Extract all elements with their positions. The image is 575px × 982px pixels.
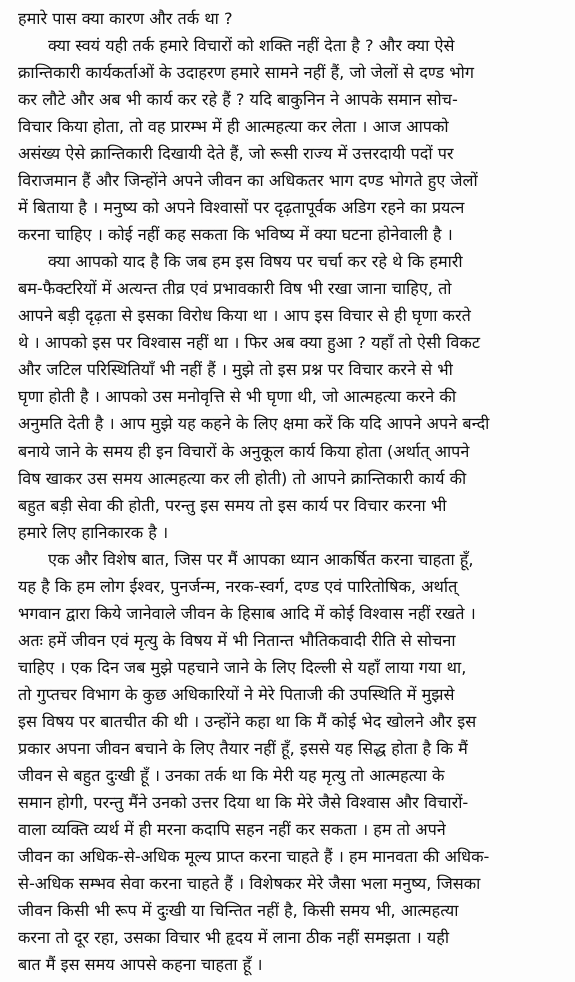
text-line: करना चाहिए । कोई नहीं कह सकता कि भविष्य में क्या घटना होनेवाली है ।	[18, 225, 453, 245]
text-line: अनुमति देती है । आप मुझे यह कहने के लिए क्षमा करें कि यदि आपने अपने बन्दी	[18, 414, 490, 434]
text-line: और जटिल परिस्थितियाँ भी नहीं हैं । मुझे तो इस प्रश्न पर विचार करने से भी	[18, 360, 453, 380]
text-line: घृणा होती है । आपको उस मनोवृत्ति से भी घृणा थी, जो आत्महत्या करने की	[18, 387, 457, 407]
text-line: क्रान्तिकारी कार्यकर्ताओं के उदाहरण हमारे सामने नहीं हैं, जो जेलों से दण्ड भोग	[18, 63, 474, 83]
text-line: असंख्य ऐसे क्रान्तिकारी दिखायी देते हैं, जो रूसी राज्य में उत्तरदायी पदों पर	[18, 144, 454, 164]
text-line: क्या आपको याद है कि जब हम इस विषय पर चर्चा कर रहे थे कि हमारी	[48, 252, 463, 272]
text-line: थे । आपको इस पर विश्वास नहीं था । फिर अब क्या हुआ ? यहाँ तो ऐसी विकट	[18, 333, 481, 353]
text-line: हमारे पास क्या कारण और तर्क था ?	[18, 9, 233, 28]
text-line: विचार किया होता, तो वह प्रारम्भ में ही आत्महत्या कर लेता । आज आपको	[18, 117, 449, 137]
text-line: से-अधिक सम्भव सेवा करना चाहते हैं । विशेषकर मेरे जैसा भला मनुष्य, जिसका	[18, 873, 481, 893]
text-line: विराजमान हैं और जिन्होंने अपने जीवन का अधिकतर भाग दण्ड भोगते हुए जेलों	[18, 171, 478, 191]
text-line: जीवन किसी भी रूप में दुःखी या चिन्तित नहीं है, किसी समय भी, आत्महत्या	[18, 900, 459, 920]
text-line: कर लौटे और अब भी कार्य कर रहे हैं ? यदि बाकुनिन ने आपके समान सोच-	[18, 90, 458, 110]
text-line: बात मैं इस समय आपसे कहना चाहता हूँ ।	[18, 955, 263, 974]
text-line: विष खाकर उस समय आत्महत्या कर ली होती) तो आपने क्रान्तिकारी कार्य की	[18, 468, 467, 488]
text-line: बहुत बड़ी सेवा की होती, परन्तु इस समय तो इस कार्य पर विचार करना भी	[18, 495, 447, 515]
text-line: वाला व्यक्ति व्यर्थ में ही मरना कदापि सहन नहीं कर सकता । हम तो अपने	[18, 819, 446, 839]
text-line: बनाये जाने के समय ही इन विचारों के अनुकूल कार्य किया होता (अर्थात् आपने	[18, 441, 470, 461]
text-line: में बिताया है । मनुष्य को अपने विश्वासों पर दृढ़तापूर्वक अडिग रहने का प्रयत्न	[18, 198, 465, 218]
text-line: समान होगी, परन्तु मैंने उनको उत्तर दिया था कि मेरे जैसे विश्वास और विचारों-	[18, 792, 469, 812]
text-line: जीवन का अधिक-से-अधिक मूल्य प्राप्त करना चाहते हैं । हम मानवता की अधिक-	[18, 846, 490, 866]
text-line: भगवान द्वारा किये जानेवाले जीवन के हिसाब आदि में कोई विश्वास नहीं रखते ।	[18, 603, 476, 623]
text-line: हमारे लिए हानिकारक है ।	[18, 522, 169, 542]
text-line: तो गुप्तचर विभाग के कुछ अधिकारियों ने मेरे पिताजी की उपस्थिति में मुझसे	[18, 684, 455, 704]
text-line: अतः हमें जीवन एवं मृत्यु के विषय में भी नितान्त भौतिकवादी रीति से सोचना	[18, 630, 456, 650]
text-line: चाहिए । एक दिन जब मुझे पहचाने जाने के लिए दिल्ली से यहाँ लाया गया था,	[18, 657, 467, 677]
text-line: प्रकार अपना जीवन बचाने के लिए तैयार नहीं हूँ, इससे यह सिद्ध होता है कि मैं	[18, 738, 468, 758]
text-line: आपने बड़ी दृढ़ता से इसका विरोध किया था । आप इस विचार से ही घृणा करते	[18, 306, 471, 326]
text-line: एक और विशेष बात, जिस पर मैं आपका ध्यान आकर्षित करना चाहता हूँ,	[48, 549, 474, 569]
text-line: जीवन से बहुत दुःखी हूँ । उनका तर्क था कि मेरी यह मृत्यु तो आत्महत्या के	[18, 765, 445, 785]
text-line: बम-फैक्टरियों में अत्यन्त तीव्र एवं प्रभावकारी विष भी रखा जाना चाहिए, तो	[18, 279, 452, 299]
text-line: यह है कि हम लोग ईश्वर, पुनर्जन्म, नरक-स्वर्ग, दण्ड एवं पारितोषिक, अर्थात्	[18, 576, 458, 596]
text-line: इस विषय पर बातचीत की थी । उन्होंने कहा था कि मैं कोई भेद खोलने और इस	[18, 711, 477, 731]
text-line: करना तो दूर रहा, उसका विचार भी हृदय में लाना ठीक नहीं समझता । यही	[18, 928, 450, 947]
text-line: क्या स्वयं यही तर्क हमारे विचारों को शक्ति नहीं देता है ? और क्या ऐसे	[48, 36, 455, 55]
